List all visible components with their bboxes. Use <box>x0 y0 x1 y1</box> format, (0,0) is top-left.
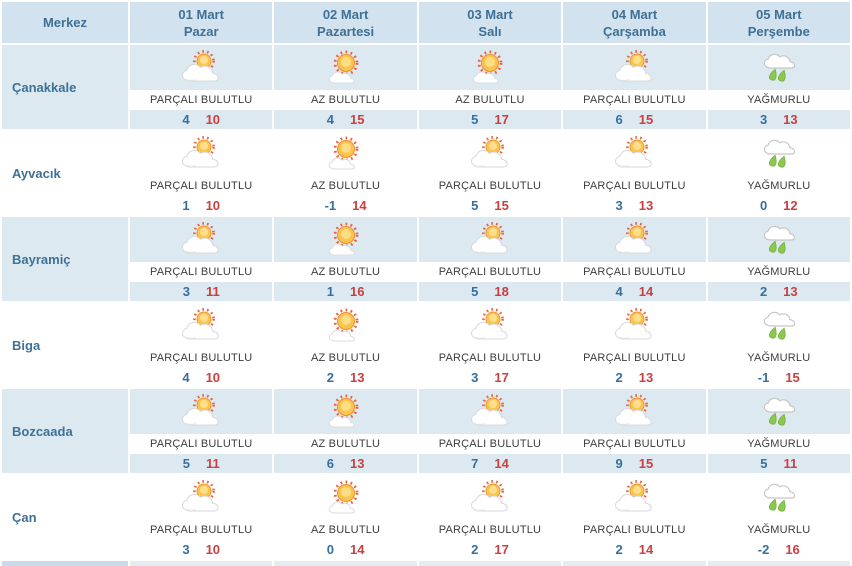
condition-label: PARÇALI BULUTLU <box>130 176 272 196</box>
temps <box>419 110 561 129</box>
city-label[interactable]: Biga <box>12 337 41 353</box>
forecast-row <box>2 131 850 215</box>
condition-label: PARÇALI BULUTLU <box>563 176 705 196</box>
icon-area <box>419 217 561 262</box>
max-temp: 10 <box>205 112 221 127</box>
temps <box>563 282 705 301</box>
temps <box>563 110 705 129</box>
temps <box>419 540 561 559</box>
min-temp: 2 <box>471 542 479 557</box>
icon-area <box>419 131 561 176</box>
condition-label: PARÇALI BULUTLU <box>563 348 705 368</box>
temps <box>130 282 272 301</box>
partly-cloudy-icon <box>178 222 224 258</box>
condition-label: PARÇALI BULUTLU <box>419 520 561 540</box>
partly-cloudy-icon <box>611 222 657 258</box>
mostly-sunny-icon <box>323 222 369 258</box>
day-name: Salı <box>478 23 502 39</box>
forecast-cell <box>563 131 705 215</box>
icon-area <box>708 389 850 434</box>
city-cell[interactable] <box>2 303 128 387</box>
min-temp: 5 <box>760 456 768 471</box>
icon-area <box>563 217 705 262</box>
icon-area <box>274 45 416 90</box>
partly-cloudy-icon <box>178 394 224 430</box>
forecast-cell <box>708 45 850 129</box>
temps <box>419 368 561 387</box>
condition-label: AZ BULUTLU <box>274 434 416 454</box>
min-temp: 2 <box>615 370 623 385</box>
min-temp: 1 <box>326 284 334 299</box>
icon-area <box>274 389 416 434</box>
temps <box>708 282 850 301</box>
min-temp: 2 <box>759 284 768 299</box>
forecast-row <box>2 475 850 559</box>
icon-area <box>130 389 272 434</box>
condition-label: PARÇALI BULUTLU <box>419 176 561 196</box>
min-temp: -1 <box>757 370 770 385</box>
forecast-cell <box>563 475 705 559</box>
icon-area <box>708 217 850 262</box>
temps <box>419 454 561 473</box>
min-temp: 5 <box>471 198 479 213</box>
temps <box>563 454 705 473</box>
max-temp: 16 <box>785 542 800 557</box>
day-date: 02 Mart <box>322 6 369 22</box>
min-temp: 6 <box>615 112 623 127</box>
condition-label: YAĞMURLU <box>708 434 850 454</box>
icon-area <box>563 303 705 348</box>
temps <box>130 196 272 215</box>
temps <box>274 540 416 559</box>
next-row-partial <box>2 561 850 566</box>
partly-cloudy-icon <box>467 480 513 516</box>
rainy-icon <box>756 136 802 172</box>
day-name: Pazartesi <box>317 23 375 39</box>
city-cell[interactable] <box>2 475 128 559</box>
city-label[interactable]: Ayvacık <box>12 165 61 181</box>
rainy-icon <box>756 222 802 258</box>
max-temp: 15 <box>638 112 654 127</box>
max-temp: 15 <box>349 112 365 127</box>
forecast-cell <box>274 389 416 473</box>
forecast-row <box>2 303 850 387</box>
day-name: Çarşamba <box>602 23 666 39</box>
forecast-cell <box>419 303 561 387</box>
header-merkez: Merkez <box>2 2 128 43</box>
forecast-cell <box>130 389 272 473</box>
icon-area <box>130 131 272 176</box>
forecast-cell <box>563 45 705 129</box>
min-temp: 4 <box>615 284 623 299</box>
day-date: 01 Mart <box>178 6 224 22</box>
temps <box>708 368 850 387</box>
condition-label: PARÇALI BULUTLU <box>130 520 272 540</box>
icon-area <box>563 389 705 434</box>
min-temp: 3 <box>615 198 623 213</box>
partly-cloudy-icon <box>611 136 657 172</box>
day-name: Perşembe <box>747 23 810 39</box>
max-temp: 14 <box>638 542 654 557</box>
icon-area <box>130 45 272 90</box>
max-temp: 13 <box>783 112 798 127</box>
max-temp: 17 <box>494 112 509 127</box>
forecast-row <box>2 217 850 301</box>
city-cell[interactable] <box>2 131 128 215</box>
condition-label: YAĞMURLU <box>708 348 850 368</box>
city-label[interactable]: Bozcaada <box>12 423 73 439</box>
forecast-cell <box>130 45 272 129</box>
temps <box>708 110 850 129</box>
max-temp: 12 <box>783 198 798 213</box>
partly-cloudy-icon <box>178 480 224 516</box>
max-temp: 11 <box>205 456 220 471</box>
max-temp: 11 <box>205 284 220 299</box>
min-temp: 6 <box>326 456 334 471</box>
forecast-cell <box>563 389 705 473</box>
mostly-sunny-icon <box>323 308 369 344</box>
temps <box>708 540 850 559</box>
min-temp: 9 <box>615 456 623 471</box>
rainy-icon <box>756 394 802 430</box>
mostly-sunny-icon <box>323 50 369 86</box>
condition-label: PARÇALI BULUTLU <box>563 90 705 110</box>
temps <box>708 196 850 215</box>
max-temp: 18 <box>494 284 509 299</box>
min-temp: 3 <box>182 284 190 299</box>
max-temp: 14 <box>638 284 654 299</box>
partly-cloudy-icon <box>178 308 224 344</box>
mostly-sunny-icon <box>323 394 369 430</box>
forecast-cell <box>708 131 850 215</box>
max-temp: 10 <box>205 198 221 213</box>
max-temp: 14 <box>349 542 365 557</box>
temps <box>130 540 272 559</box>
forecast-cell <box>563 217 705 301</box>
mostly-sunny-icon <box>323 480 369 516</box>
forecast-row <box>2 389 850 473</box>
city-label[interactable]: Bayramiç <box>12 251 71 267</box>
forecast-cell <box>130 217 272 301</box>
forecast-cell <box>419 389 561 473</box>
forecast-cell <box>708 389 850 473</box>
min-temp: 3 <box>182 542 190 557</box>
forecast-cell <box>708 303 850 387</box>
condition-label: PARÇALI BULUTLU <box>563 262 705 282</box>
forecast-cell <box>419 131 561 215</box>
forecast-cell <box>130 303 272 387</box>
forecast-cell <box>274 217 416 301</box>
max-temp: 17 <box>494 542 509 557</box>
partly-cloudy-icon <box>467 394 513 430</box>
header-day-cell <box>274 2 416 43</box>
min-temp: 5 <box>471 112 479 127</box>
icon-area <box>274 131 416 176</box>
condition-label: AZ BULUTLU <box>419 90 561 110</box>
min-temp: 2 <box>326 370 334 385</box>
day-date: 03 Mart <box>467 6 513 22</box>
forecast-cell <box>130 475 272 559</box>
temps <box>563 368 705 387</box>
header-row <box>2 2 850 43</box>
partly-cloudy-icon <box>611 480 657 516</box>
partial-day-cell <box>419 561 561 566</box>
condition-label: PARÇALI BULUTLU <box>419 434 561 454</box>
min-temp: 4 <box>182 112 190 127</box>
max-temp: 15 <box>638 456 654 471</box>
forecast-cell <box>419 45 561 129</box>
partial-day-cell <box>563 561 705 566</box>
forecast-body <box>2 45 852 559</box>
forecast-cell <box>419 217 561 301</box>
min-temp: 4 <box>182 370 190 385</box>
forecast-cell <box>419 475 561 559</box>
max-temp: 13 <box>349 370 365 385</box>
max-temp: 14 <box>494 456 509 471</box>
condition-label: AZ BULUTLU <box>274 176 416 196</box>
icon-area <box>563 131 705 176</box>
max-temp: 16 <box>349 284 365 299</box>
condition-label: YAĞMURLU <box>708 90 850 110</box>
temps <box>130 454 272 473</box>
max-temp: 13 <box>638 370 654 385</box>
condition-label: PARÇALI BULUTLU <box>130 262 272 282</box>
partly-cloudy-icon <box>178 50 224 86</box>
condition-label: AZ BULUTLU <box>274 348 416 368</box>
icon-area <box>563 45 705 90</box>
max-temp: 10 <box>205 370 221 385</box>
max-temp: 13 <box>638 198 654 213</box>
max-temp: 17 <box>494 370 509 385</box>
partial-day-cell <box>130 561 272 566</box>
min-temp: 0 <box>326 542 334 557</box>
condition-label: YAĞMURLU <box>708 262 850 282</box>
icon-area <box>708 303 850 348</box>
temps <box>708 454 850 473</box>
icon-area <box>419 45 561 90</box>
rainy-icon <box>756 480 802 516</box>
rainy-icon <box>756 50 802 86</box>
max-temp: 13 <box>783 284 798 299</box>
condition-label: PARÇALI BULUTLU <box>563 520 705 540</box>
max-temp: 10 <box>205 542 221 557</box>
day-name: Pazar <box>183 23 219 39</box>
icon-area <box>708 475 850 520</box>
forecast-cell <box>130 131 272 215</box>
day-date: 05 Mart <box>756 6 802 22</box>
city-cell[interactable] <box>2 217 128 301</box>
temps <box>130 368 272 387</box>
icon-area <box>708 45 850 90</box>
condition-label: YAĞMURLU <box>708 520 850 540</box>
max-temp: 15 <box>494 198 509 213</box>
icon-area <box>130 475 272 520</box>
partial-day-cell <box>274 561 416 566</box>
partial-city-cell <box>2 561 128 566</box>
temps <box>130 110 272 129</box>
day-date: 04 Mart <box>611 6 658 22</box>
forecast-cell <box>274 303 416 387</box>
header-day-cell <box>419 2 561 43</box>
temps <box>274 282 416 301</box>
icon-area <box>419 475 561 520</box>
partly-cloudy-icon <box>467 308 513 344</box>
condition-label: PARÇALI BULUTLU <box>130 434 272 454</box>
partly-cloudy-icon <box>178 136 224 172</box>
partly-cloudy-icon <box>611 308 657 344</box>
temps <box>274 110 416 129</box>
min-temp: -1 <box>324 198 337 213</box>
max-temp: 11 <box>783 456 798 471</box>
condition-label: PARÇALI BULUTLU <box>419 348 561 368</box>
forecast-cell <box>563 303 705 387</box>
header-day-cell <box>130 2 272 43</box>
forecast-cell <box>708 217 850 301</box>
icon-area <box>708 131 850 176</box>
forecast-cell <box>274 131 416 215</box>
min-temp: 2 <box>615 542 623 557</box>
min-temp: 7 <box>471 456 479 471</box>
min-temp: 1 <box>182 198 190 213</box>
header-day-cell <box>708 2 850 43</box>
temps <box>563 540 705 559</box>
icon-area <box>274 303 416 348</box>
forecast-cell <box>274 475 416 559</box>
icon-area <box>419 389 561 434</box>
forecast-cell <box>708 475 850 559</box>
icon-area <box>274 217 416 262</box>
condition-label: AZ BULUTLU <box>274 262 416 282</box>
condition-label: AZ BULUTLU <box>274 520 416 540</box>
icon-area <box>419 303 561 348</box>
partial-day-cell <box>708 561 850 566</box>
min-temp: 5 <box>471 284 479 299</box>
min-temp: 4 <box>326 112 334 127</box>
rainy-icon <box>756 308 802 344</box>
min-temp: 5 <box>182 456 190 471</box>
city-label[interactable]: Çan <box>12 509 37 525</box>
icon-area <box>130 303 272 348</box>
min-temp: 3 <box>471 370 479 385</box>
max-temp: 14 <box>352 198 367 213</box>
city-cell[interactable] <box>2 389 128 473</box>
partly-cloudy-icon <box>467 222 513 258</box>
condition-label: PARÇALI BULUTLU <box>130 348 272 368</box>
partly-cloudy-icon <box>611 50 657 86</box>
mostly-sunny-icon <box>467 50 513 86</box>
temps <box>274 454 416 473</box>
condition-label: AZ BULUTLU <box>274 90 416 110</box>
icon-area <box>274 475 416 520</box>
forecast-row <box>2 45 850 129</box>
condition-label: PARÇALI BULUTLU <box>419 262 561 282</box>
header-day-cell <box>563 2 705 43</box>
condition-label: PARÇALI BULUTLU <box>130 90 272 110</box>
max-temp: 15 <box>785 370 800 385</box>
temps <box>419 196 561 215</box>
icon-area <box>563 475 705 520</box>
forecast-cell <box>274 45 416 129</box>
condition-label: PARÇALI BULUTLU <box>563 434 705 454</box>
max-temp: 13 <box>349 456 365 471</box>
condition-label: YAĞMURLU <box>708 176 850 196</box>
partly-cloudy-icon <box>611 394 657 430</box>
city-label[interactable]: Çanakkale <box>12 79 77 95</box>
min-temp: 3 <box>759 112 768 127</box>
min-temp: -2 <box>757 542 770 557</box>
partly-cloudy-icon <box>467 136 513 172</box>
temps <box>419 282 561 301</box>
temps <box>274 368 416 387</box>
min-temp: 0 <box>759 198 768 213</box>
temps <box>563 196 705 215</box>
city-cell[interactable] <box>2 45 128 129</box>
temps <box>274 196 416 215</box>
icon-area <box>130 217 272 262</box>
mostly-sunny-icon <box>323 136 369 172</box>
